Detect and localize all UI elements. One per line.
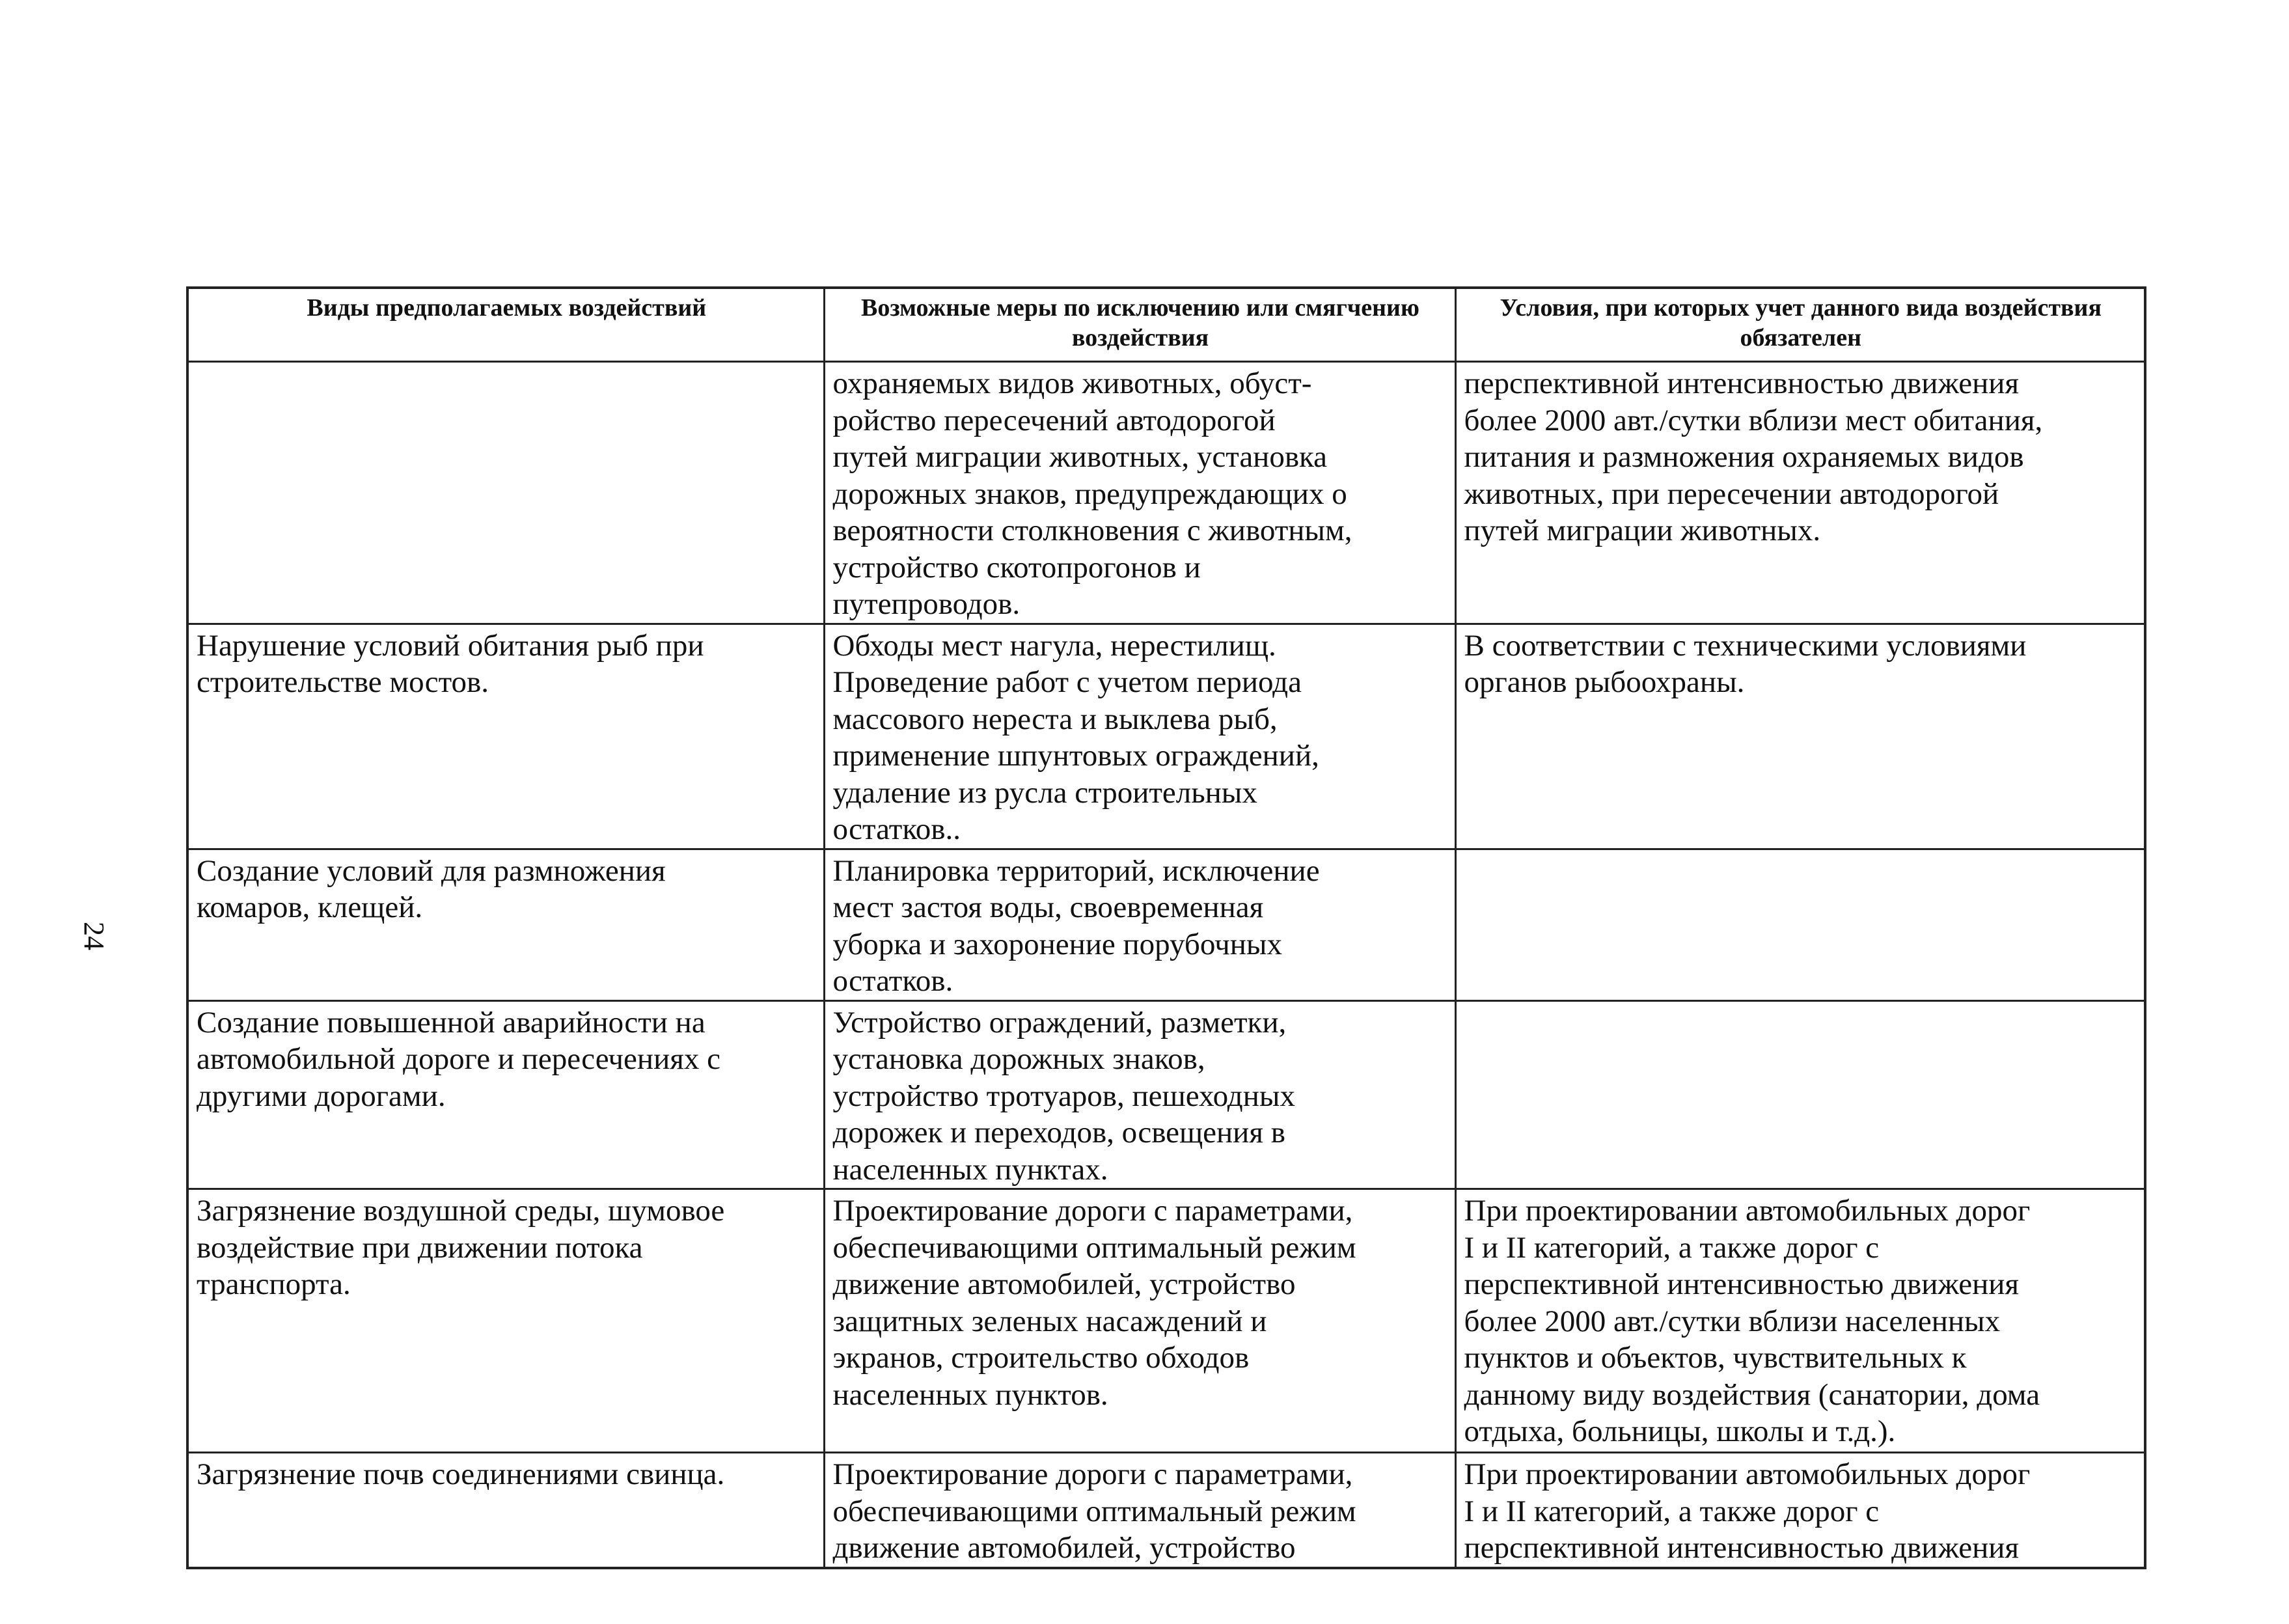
impact-cell	[187, 1189, 824, 1453]
impact-cell	[187, 362, 824, 624]
page-number: 24	[78, 922, 110, 950]
measures-cell	[824, 1453, 1455, 1569]
conditions-cell	[1455, 849, 2145, 1000]
impact-cell	[187, 849, 824, 1000]
header-mandatory-conditions: Условия, при которых учет данного вида воздействия обязателен	[1455, 288, 2145, 362]
impact-text: Создание повышенной аварийности на автомобильной дороге и пересечениях с другими дорогами.	[197, 1005, 720, 1113]
impact-cell	[187, 1000, 824, 1189]
impact-cell	[187, 1453, 824, 1569]
measures-cell	[824, 849, 1455, 1000]
measures-text: Устройство ограждений, разметки, установка дорожных знаков, устройство тротуаров, пешеходных дорожек и переходов, освещения в населенных пунктах.	[832, 1005, 1295, 1187]
conditions-text: При проектировании автомобильных дорог I и II категорий, а также дорог с перспективной интенсивностью движения более 2000 авт./сутки вблизи населенных пунктов и объектов, чувствительных к данному виду воздействия (санатории, дома отдыха, больницы, школы и т.д.).	[1464, 1194, 2040, 1448]
conditions-cell	[1455, 362, 2145, 624]
measures-text: Проектирование дороги с параметрами, обеспечивающими оптимальный режим движение автомобилей, устройство	[832, 1457, 1356, 1565]
conditions-cell	[1455, 1453, 2145, 1569]
environmental-impact-table	[186, 286, 2146, 1569]
measures-cell	[824, 1189, 1455, 1453]
measures-text: Планировка территорий, исключение мест застоя воды, своевременная уборка и захоронение порубочных остатков.	[832, 853, 1320, 998]
measures-cell	[824, 624, 1455, 849]
header-impact-types: Виды предполагаемых воздействий	[187, 288, 824, 362]
impact-text: Нарушение условий обитания рыб при строительстве мостов.	[197, 628, 704, 699]
impact-text: Загрязнение воздушной среды, шумовое воздействие при движении потока транспорта.	[197, 1194, 725, 1301]
header-mitigation-measures: Возможные меры по исключению или смягчению воздействия	[824, 288, 1455, 362]
table-header-row	[187, 288, 2145, 362]
impact-text: Создание условий для размножения комаров, клещей.	[197, 853, 666, 924]
table-row	[187, 1189, 2145, 1453]
conditions-cell	[1455, 1000, 2145, 1189]
conditions-text: При проектировании автомобильных дорог I и II категорий, а также дорог с перспективной интенсивностью движения	[1464, 1457, 2031, 1565]
conditions-cell	[1455, 624, 2145, 849]
measures-text: Проектирование дороги с параметрами, обеспечивающими оптимальный режим движение автомобилей, устройство защитных зеленых насаждений и экранов, строительство обходов населенных пунктов.	[832, 1194, 1356, 1412]
conditions-text: В соответствии с техническими условиями органов рыбоохраны.	[1464, 628, 2027, 699]
measures-cell	[824, 362, 1455, 624]
table-row	[187, 1000, 2145, 1189]
measures-text: охраняемых видов животных, обуст- ройство пересечений автодорогой путей миграции животных, установка дорожных знаков, предупреждающих о вероятности столкновения с животным, устройство скотопрогонов и путепроводов.	[832, 366, 1352, 621]
impact-text: Загрязнение почв соединениями свинца.	[197, 1457, 725, 1491]
measures-text: Обходы мест нагула, нерестилищ. Проведение работ с учетом периода массового нереста и выклева рыб, применение шпунтовых ограждений, удаление из русла строительных остатков..	[832, 628, 1319, 846]
table-row	[187, 1453, 2145, 1569]
table-row	[187, 362, 2145, 624]
table-row	[187, 624, 2145, 849]
conditions-cell	[1455, 1189, 2145, 1453]
impact-cell	[187, 624, 824, 849]
table-row	[187, 849, 2145, 1000]
conditions-text: перспективной интенсивностью движения более 2000 авт./сутки вблизи мест обитания, питания и размножения охраняемых видов животных, при пересечении автодорогой путей миграции животных.	[1464, 366, 2043, 547]
measures-cell	[824, 1000, 1455, 1189]
